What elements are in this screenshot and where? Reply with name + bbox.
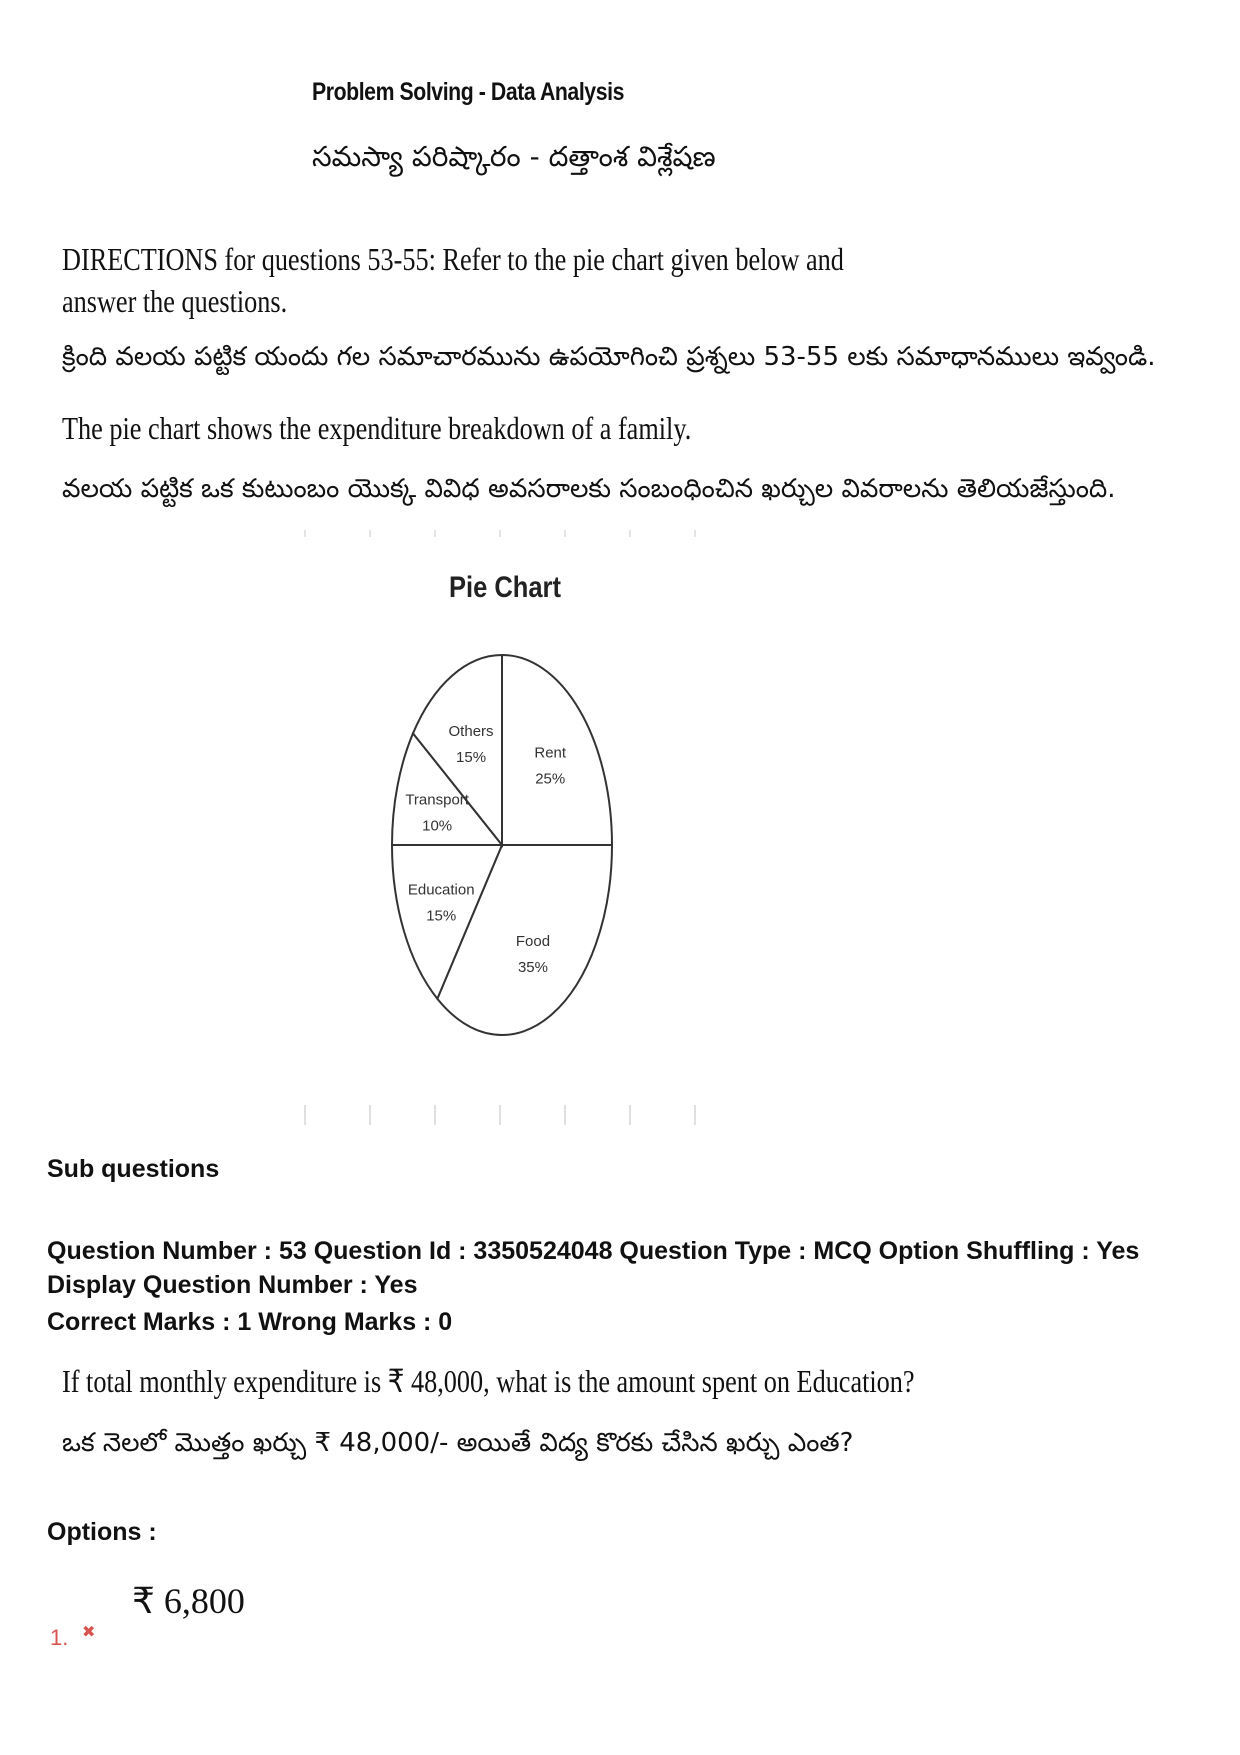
pie-value-others: 15%: [456, 749, 487, 767]
option-1-value[interactable]: ₹ 6,800: [132, 1581, 245, 1621]
pie-chart-figure: [290, 525, 730, 1125]
pie-label-food: Food: [515, 932, 551, 950]
pie-label-transport: Transport: [405, 791, 469, 809]
pie-chart: [290, 525, 730, 1125]
pie-value-education: 15%: [426, 907, 457, 925]
options-label: Options :: [47, 1518, 157, 1546]
directions-text-telugu: క్రింది వలయ పట్టిక యందు గల సమాచారమును ఉపయోగించి ప్రశ్నలు 53-55 లకు సమాధానములు ఇవ్వండి.: [62, 342, 1156, 372]
sub-questions-label: Sub questions: [47, 1155, 220, 1183]
question-marks: Correct Marks : 1 Wrong Marks : 0: [47, 1308, 453, 1336]
pie-value-rent: 25%: [535, 770, 566, 788]
question-text: If total monthly expenditure is ₹ 48,000, what is the amount spent on Education?: [62, 1363, 915, 1399]
section-title-telugu: సమస్యా పరిష్కారం - దత్తాంశ విశ్లేషణ: [312, 140, 716, 173]
chart-description-telugu: వలయ పట్టిక ఒక కుటుంబం యొక్క వివిధ అవసరాలకు సంబంధించిన ఖర్చుల వివరాలను తెలియజేస్తుంది.: [62, 474, 1116, 504]
pie-value-food: 35%: [517, 958, 548, 976]
wrong-icon: ✖: [82, 1622, 96, 1641]
chart-description: The pie chart shows the expenditure breakdown of a family.: [62, 410, 692, 446]
pie-label-education: Education: [407, 881, 475, 899]
section-title: Problem Solving - Data Analysis: [312, 78, 624, 106]
chart-title: Pie Chart: [449, 570, 561, 604]
directions-text: DIRECTIONS for questions 53-55: Refer to the pie chart given below and answer the questions.: [62, 241, 844, 319]
pie-label-rent: Rent: [534, 744, 567, 762]
pie-label-others: Others: [448, 723, 494, 741]
question-meta: Question Number : 53 Question Id : 3350524048 Question Type : MCQ Option Shuffling : Yes Display Question Number : Yes: [47, 1237, 1140, 1299]
question-text-telugu: ఒక నెలలో మొత్తం ఖర్చు ₹ 48,000/- అయితే విద్య కొరకు చేసిన ఖర్చు ఎంత?: [62, 1428, 854, 1458]
option-1-number: 1.: [50, 1625, 69, 1650]
pie-value-transport: 10%: [422, 817, 453, 835]
